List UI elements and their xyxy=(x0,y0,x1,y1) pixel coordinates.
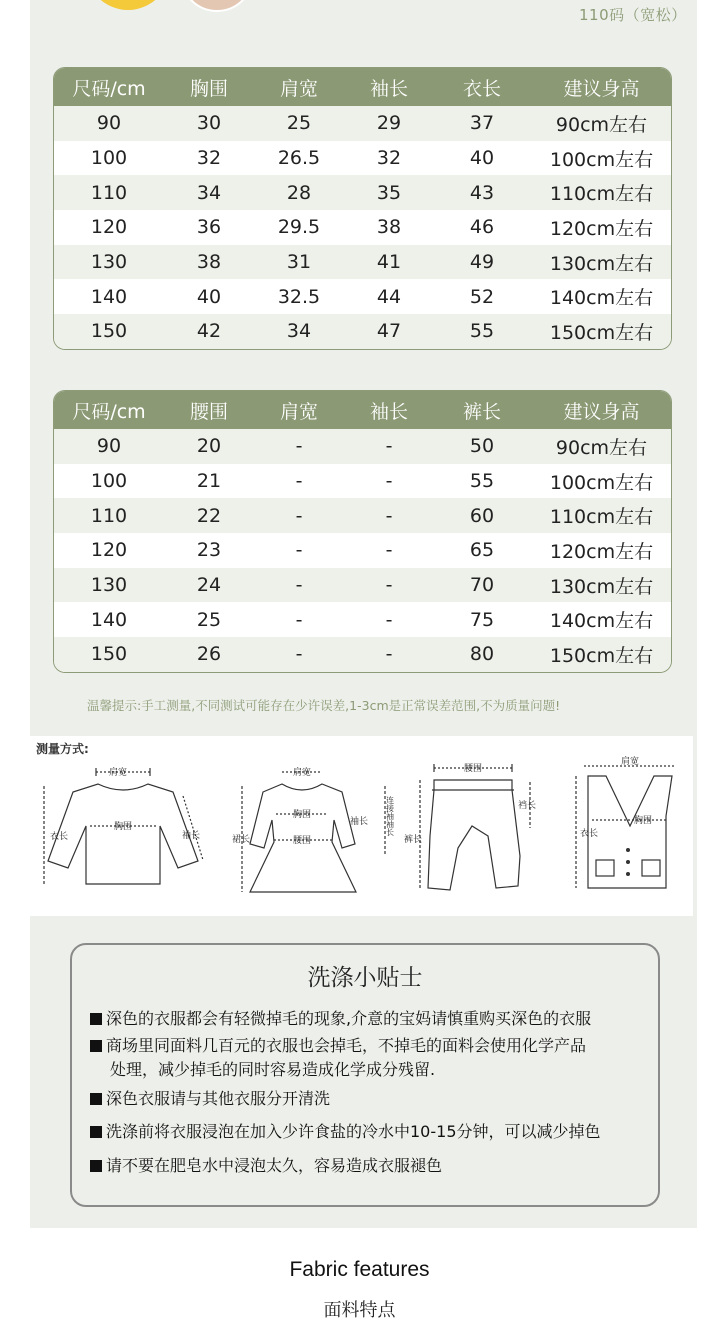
table-cell: 150cm左右 xyxy=(549,321,654,344)
rise-label: 裆长 xyxy=(518,801,537,811)
header-cell: 肩宽 xyxy=(279,77,318,100)
table-cell: 100 xyxy=(90,470,128,493)
measure-label: 测量方式: xyxy=(36,742,89,756)
table-cell: 31 xyxy=(286,251,312,274)
table-cell: 120cm左右 xyxy=(549,217,654,240)
table-cell: - xyxy=(385,470,393,493)
table-cell: 40 xyxy=(469,147,495,170)
table-cell: 140cm左右 xyxy=(549,287,654,310)
header-cell: 建议身高 xyxy=(563,77,640,100)
dress-diagram xyxy=(230,756,410,906)
table-cell: - xyxy=(295,608,303,631)
table-cell: 90 xyxy=(96,435,122,458)
table-cell: 110cm左右 xyxy=(549,183,654,206)
table-row xyxy=(54,106,671,141)
pants-length-label: 裤长 xyxy=(404,835,423,845)
table-cell: - xyxy=(295,574,303,597)
table-cell: - xyxy=(295,643,303,666)
table-row xyxy=(54,464,671,499)
table-cell: 50 xyxy=(469,435,495,458)
wash-tip-text: 洗涤前将衣服浸泡在加入少许食盐的冷水中10-15分钟，可以减少掉色 xyxy=(106,1122,601,1141)
table-cell: 140 xyxy=(90,608,128,631)
table-cell: 30 xyxy=(196,112,222,135)
header-cell: 衣长 xyxy=(462,77,501,100)
table-cell: 150 xyxy=(90,320,128,343)
table-cell: 34 xyxy=(196,181,222,204)
list-item xyxy=(90,1154,442,1178)
table-row xyxy=(54,141,671,176)
table-cell: 32 xyxy=(196,147,222,170)
table-cell: 36 xyxy=(196,216,222,239)
table-cell: 140cm左右 xyxy=(549,610,654,633)
table-cell: 70 xyxy=(469,574,495,597)
wash-tip-text: 商场里同面料几百元的衣服也会掉毛，不掉毛的面料会使用化学产品 xyxy=(106,1036,587,1055)
table-row xyxy=(54,314,671,349)
table-cell: - xyxy=(385,539,393,562)
table-cell: 75 xyxy=(469,608,495,631)
table-cell: 120 xyxy=(90,539,128,562)
table-cell: 80 xyxy=(469,643,495,666)
header-cell: 肩宽 xyxy=(279,400,318,423)
table-row xyxy=(54,637,671,672)
shoulder-label: 肩宽 xyxy=(620,757,640,767)
table-cell: 55 xyxy=(469,470,495,493)
measurement-tip: 温馨提示:手工测量,不同测试可能存在少许误差,1-3cm是正常误差范围,不为质量问题! xyxy=(87,698,561,713)
table-cell: 47 xyxy=(376,320,402,343)
chest-label: 胸围 xyxy=(113,822,133,832)
table-body xyxy=(54,106,671,349)
table-cell: 26.5 xyxy=(277,147,321,170)
table-cell: 150cm左右 xyxy=(549,644,654,667)
header-cell: 胸围 xyxy=(189,77,228,100)
table-cell: - xyxy=(385,504,393,527)
wash-tip-text: 深色衣服请与其他衣服分开清洗 xyxy=(106,1089,331,1108)
table-cell: - xyxy=(295,470,303,493)
table-cell: 46 xyxy=(469,216,495,239)
chest-label: 胸围 xyxy=(634,816,653,826)
table-cell: 110cm左右 xyxy=(549,506,654,529)
table-cell: 65 xyxy=(469,539,495,562)
table-cell: 120 xyxy=(90,216,128,239)
table-cell: 20 xyxy=(196,435,222,458)
waist-label: 腰围 xyxy=(463,764,483,774)
top-size-table xyxy=(53,67,672,350)
length-label: 衣长 xyxy=(50,832,69,842)
table-cell: 42 xyxy=(196,320,222,343)
table-row xyxy=(54,175,671,210)
table-header xyxy=(54,68,671,106)
table-row xyxy=(54,568,671,603)
table-cell: 100cm左右 xyxy=(549,471,654,494)
table-cell: 60 xyxy=(469,504,495,527)
chest-label: 胸围 xyxy=(292,810,312,820)
size-note: 110码（宽松） xyxy=(579,6,687,24)
table-cell: 130 xyxy=(90,574,128,597)
list-item xyxy=(90,1034,586,1058)
table-cell: 37 xyxy=(469,112,495,135)
pants-diagram xyxy=(400,756,550,906)
table-cell: 120cm左右 xyxy=(549,540,654,563)
header-cell: 建议身高 xyxy=(563,400,640,423)
sleeve-label: 袖长 xyxy=(182,831,201,841)
washing-tips-box xyxy=(70,943,660,1207)
washing-tips-title: 洗涤小贴士 xyxy=(307,965,423,991)
bullet-square-icon xyxy=(90,1160,102,1172)
table-cell: 90cm左右 xyxy=(555,113,648,136)
table-row xyxy=(54,602,671,637)
header-cell: 袖长 xyxy=(369,77,408,100)
shoulder-label: 肩宽 xyxy=(292,768,312,778)
header-cell: 尺码/cm xyxy=(72,400,146,423)
header-cell: 袖长 xyxy=(369,400,408,423)
bullet-square-icon xyxy=(90,1093,102,1105)
table-cell: 23 xyxy=(196,539,222,562)
table-cell: 90cm左右 xyxy=(555,436,648,459)
raglan-sleeve-note: 连接袖袖长 xyxy=(385,796,395,836)
table-header xyxy=(54,391,671,429)
list-item-continuation xyxy=(110,1058,435,1082)
table-cell: 32.5 xyxy=(277,285,321,308)
fabric-features-title: Fabric features xyxy=(289,1258,430,1281)
table-cell: 100cm左右 xyxy=(549,148,654,171)
table-row xyxy=(54,279,671,314)
table-cell: 110 xyxy=(90,181,128,204)
bullet-square-icon xyxy=(90,1040,102,1052)
table-row xyxy=(54,429,671,464)
header-cell: 尺码/cm xyxy=(72,77,146,100)
table-cell: 130 xyxy=(90,251,128,274)
table-cell: 43 xyxy=(469,181,495,204)
table-cell: 38 xyxy=(376,216,402,239)
table-cell: 110 xyxy=(90,504,128,527)
table-cell: - xyxy=(295,435,303,458)
table-row xyxy=(54,498,671,533)
vest-diagram xyxy=(570,756,690,906)
waist-label: 腰围 xyxy=(292,836,312,846)
table-row xyxy=(54,210,671,245)
table-cell: 22 xyxy=(196,504,222,527)
table-cell: 49 xyxy=(469,251,495,274)
table-cell: - xyxy=(385,574,393,597)
length-label: 衣长 xyxy=(580,829,599,839)
table-cell: 34 xyxy=(286,320,312,343)
dress-length-label: 裙长 xyxy=(232,835,251,845)
table-cell: - xyxy=(295,504,303,527)
table-cell: 130cm左右 xyxy=(549,252,654,275)
list-item xyxy=(90,1007,591,1031)
table-cell: 140 xyxy=(90,285,128,308)
table-cell: 90 xyxy=(96,112,122,135)
table-cell: - xyxy=(385,435,393,458)
table-cell: 100 xyxy=(90,147,128,170)
shoulder-label: 肩宽 xyxy=(108,768,128,778)
table-cell: 24 xyxy=(196,574,222,597)
table-cell: 130cm左右 xyxy=(549,575,654,598)
table-cell: 26 xyxy=(196,643,222,666)
table-cell: 25 xyxy=(286,112,312,135)
table-cell: 40 xyxy=(196,285,222,308)
table-cell: 35 xyxy=(376,181,402,204)
fabric-features-subtitle: 面料特点 xyxy=(323,1300,396,1321)
table-cell: 38 xyxy=(196,251,222,274)
table-body xyxy=(54,429,671,672)
wash-tip-text: 请不要在肥皂水中浸泡太久，容易造成衣服褪色 xyxy=(106,1156,443,1175)
list-item xyxy=(90,1120,601,1144)
table-cell: 28 xyxy=(286,181,312,204)
table-cell: 55 xyxy=(469,320,495,343)
table-cell: 29 xyxy=(376,112,402,135)
bullet-square-icon xyxy=(90,1126,102,1138)
table-cell: 29.5 xyxy=(277,216,321,239)
bullet-square-icon xyxy=(90,1013,102,1025)
table-cell: 32 xyxy=(376,147,402,170)
table-cell: - xyxy=(295,539,303,562)
table-cell: - xyxy=(385,608,393,631)
table-cell: 41 xyxy=(376,251,402,274)
wash-tip-text: 深色的衣服都会有轻微掉毛的现象,介意的宝妈请慎重购买深色的衣服 xyxy=(106,1009,592,1028)
table-cell: 21 xyxy=(196,470,222,493)
table-cell: 52 xyxy=(469,285,495,308)
wash-tip-text: 处理，减少掉毛的同时容易造成化学成分残留. xyxy=(110,1060,436,1079)
sleeve-label: 袖长 xyxy=(350,817,369,827)
header-cell: 裤长 xyxy=(462,400,501,423)
table-row xyxy=(54,245,671,280)
table-cell: - xyxy=(385,643,393,666)
list-item xyxy=(90,1087,330,1111)
table-cell: 25 xyxy=(196,608,222,631)
table-row xyxy=(54,533,671,568)
header-cell: 腰围 xyxy=(189,400,228,423)
table-cell: 150 xyxy=(90,643,128,666)
measurement-diagrams xyxy=(30,736,693,916)
table-cell: 44 xyxy=(376,285,402,308)
sweater-diagram xyxy=(38,756,208,906)
bottom-size-table xyxy=(53,390,672,673)
